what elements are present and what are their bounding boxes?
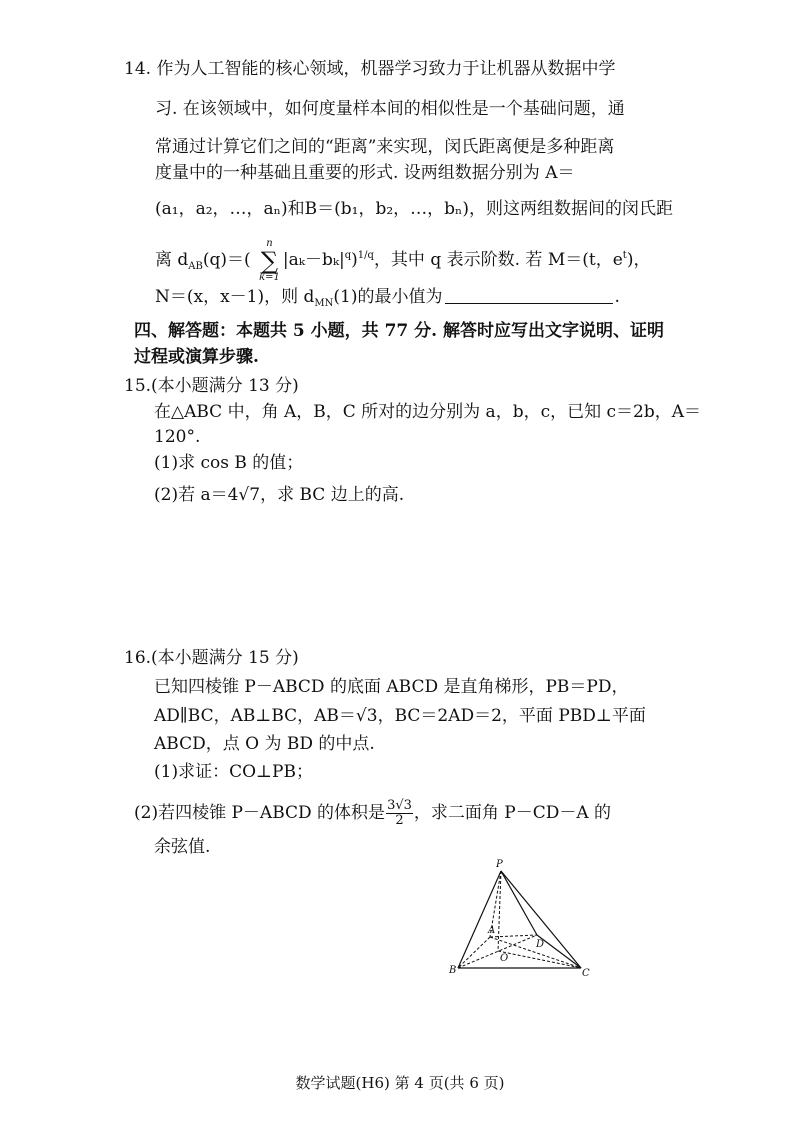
formula-sub: AB bbox=[188, 261, 203, 272]
formula-tail-sup: t bbox=[622, 250, 627, 261]
sum-upper-limit: n bbox=[266, 237, 273, 249]
edge-PB bbox=[458, 871, 501, 968]
last-line-start: N＝(x，x－1)，则 d bbox=[155, 287, 315, 307]
q14-line-4: 度量中的一种基础且重要的形式. 设两组数据分别为 A＝ bbox=[155, 163, 575, 183]
formula-tail: ，其中 q 表示阶数. 若 M＝(t，e bbox=[373, 250, 623, 270]
edge-PD bbox=[501, 871, 537, 935]
q16-line-3: ABCD，点 O 为 BD 的中点. bbox=[154, 734, 375, 754]
page-footer: 数学试题(H6) 第 4 页(共 6 页) bbox=[295, 1074, 505, 1092]
q15-part-2: (2)若 a＝4√7，求 BC 边上的高. bbox=[154, 485, 405, 505]
q15-line-1: 在△ABC 中，角 A，B，C 所对的边分别为 a，b，c，已知 c＝2b，A＝ bbox=[154, 402, 701, 422]
last-line-end: . bbox=[614, 287, 620, 307]
q14-formula-line bbox=[155, 236, 650, 287]
label-C: C bbox=[582, 968, 590, 979]
q15-line-2: 120°. bbox=[154, 427, 201, 447]
formula-exponent: 1/q bbox=[357, 250, 374, 261]
answer-blank[interactable] bbox=[445, 287, 613, 304]
q16-part-2 bbox=[134, 796, 611, 830]
sum-lower-limit: k=1 bbox=[259, 271, 280, 283]
q14-last-line bbox=[155, 286, 620, 315]
q16-line-2: AD∥BC，AB⊥BC，AB＝√3，BC＝2AD＝2，平面 PBD⊥平面 bbox=[154, 706, 646, 726]
formula-close: ) bbox=[351, 250, 358, 270]
formula-power-q: q bbox=[344, 250, 352, 261]
q16-part-1: (1)求证：CO⊥PB； bbox=[154, 762, 313, 782]
q16-part-2-end: ，求二面角 P－CD－A 的 bbox=[413, 803, 612, 823]
sigma-glyph: ∑ bbox=[260, 246, 279, 275]
summation-symbol bbox=[259, 239, 280, 283]
fraction-denominator: 2 bbox=[395, 813, 404, 828]
q15-part-1: (1)求 cos B 的值； bbox=[154, 453, 304, 473]
edge-PC bbox=[501, 871, 581, 968]
label-B: B bbox=[449, 965, 457, 976]
formula-tail-end: )， bbox=[626, 250, 651, 270]
edge-AB bbox=[458, 937, 490, 968]
q16-line-1: 已知四棱锥 P－ABCD 的底面 ABCD 是直角梯形，PB＝PD， bbox=[154, 677, 629, 697]
q14-line-3: 常通过计算它们之间的“距离”来实现，闵氏距离便是多种距离 bbox=[155, 137, 615, 157]
pyramid-figure bbox=[448, 855, 598, 985]
edge-AD bbox=[490, 935, 537, 937]
formula-mid: (q)＝( bbox=[202, 250, 251, 270]
q16-part-2-line2: 余弦值. bbox=[154, 837, 211, 857]
label-A: A bbox=[488, 925, 496, 936]
q15-header: 15.(本小题满分 13 分) bbox=[124, 376, 299, 396]
fraction-numerator: 3√3 bbox=[387, 798, 412, 813]
formula-body: |aₖ－bₖ| bbox=[282, 250, 345, 270]
q14-line-2: 习. 在该领域中，如何度量样本间的相似性是一个基础问题，通 bbox=[155, 99, 625, 119]
label-D: D bbox=[536, 939, 545, 950]
label-P: P bbox=[496, 859, 503, 870]
section-4-title-line2: 过程或演算步骤. bbox=[134, 347, 259, 367]
label-O: O bbox=[500, 953, 509, 964]
q16-part-2-start: (2)若四棱锥 P－ABCD 的体积是 bbox=[134, 803, 386, 823]
volume-fraction bbox=[386, 799, 413, 828]
formula-prefix: 离 d bbox=[155, 250, 189, 270]
section-4-title: 四、解答题：本题共 5 小题，共 77 分. 解答时应写出文字说明、证明 bbox=[134, 321, 664, 341]
last-line-mid: (1)的最小值为 bbox=[333, 287, 443, 307]
q14-line-5: (a₁，a₂，…，aₙ)和B＝(b₁，b₂，…，bₙ)，则这两组数据间的闵氏距 bbox=[155, 199, 674, 219]
q14-line-1: 14. 作为人工智能的核心领域，机器学习致力于让机器从数据中学 bbox=[124, 59, 616, 79]
last-line-sub: MN bbox=[314, 298, 334, 309]
q16-header: 16.(本小题满分 15 分) bbox=[124, 648, 299, 668]
